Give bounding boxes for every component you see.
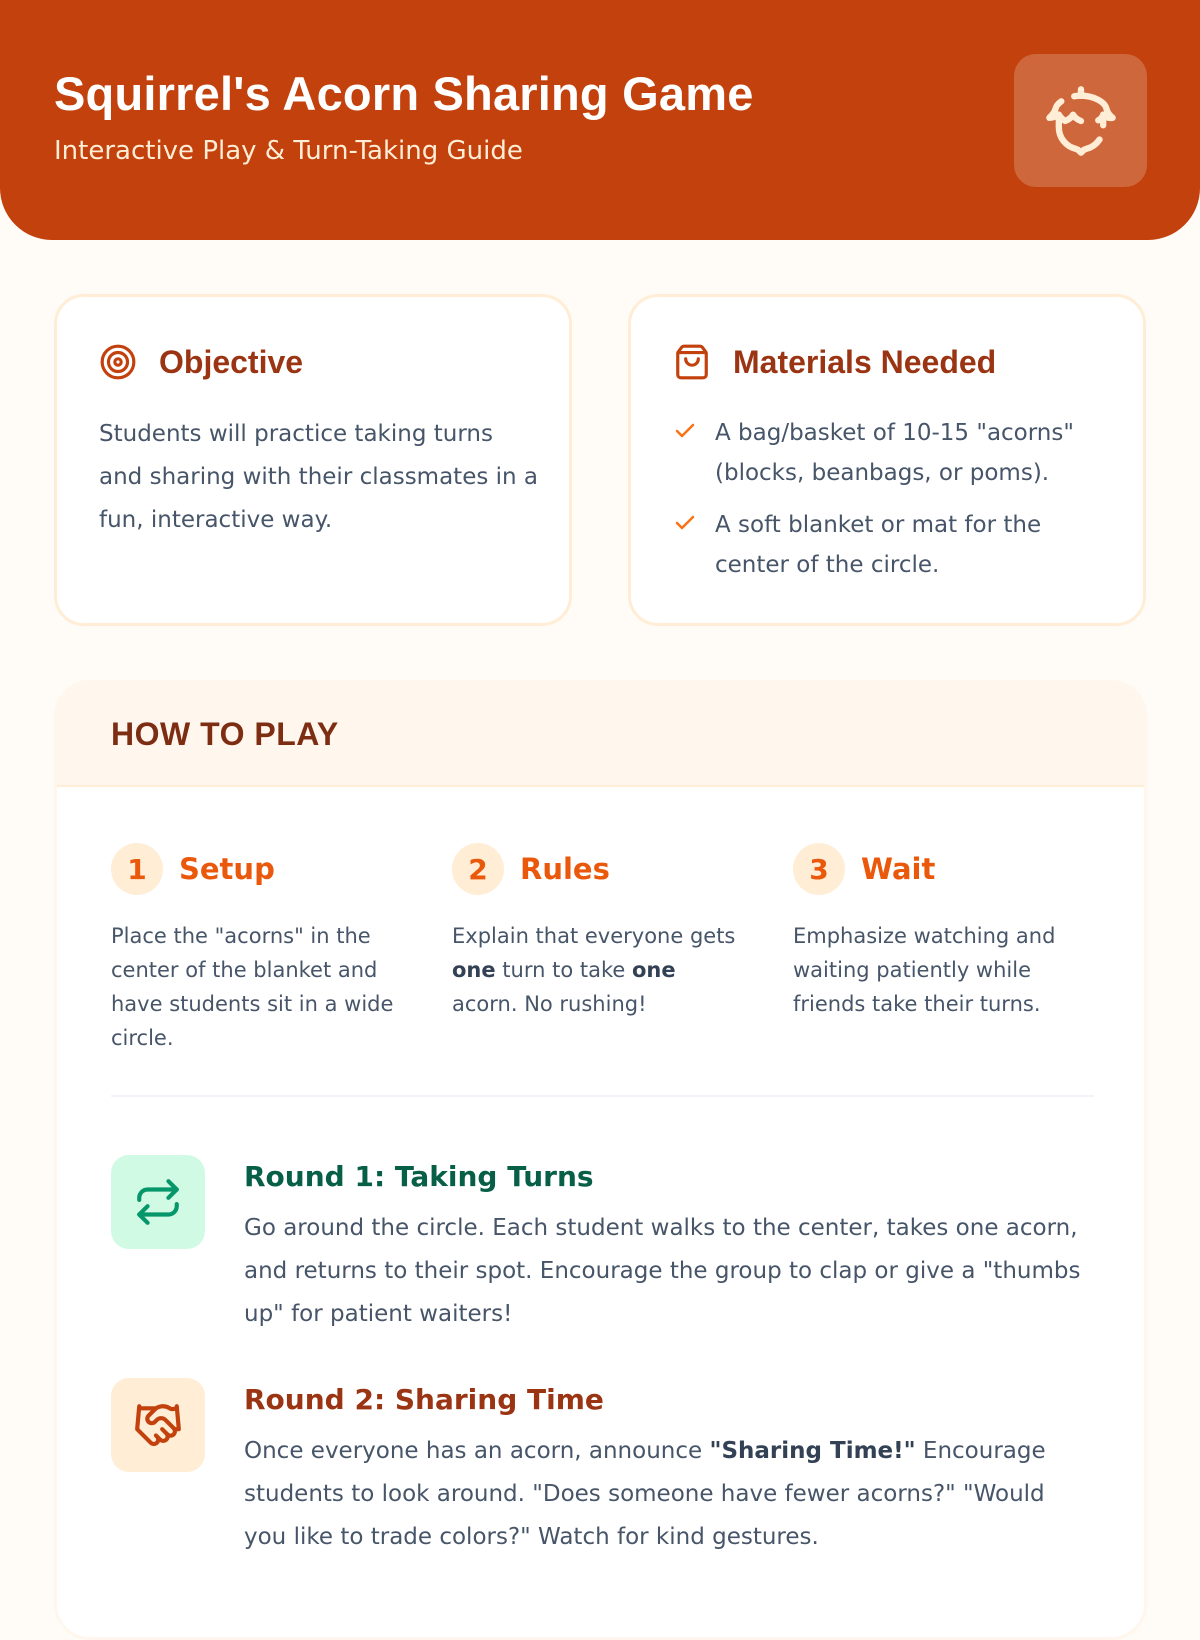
how-to-play-section <box>54 680 1147 1640</box>
materials-card <box>628 294 1146 626</box>
how-to-play-title: HOW TO PLAY <box>111 715 339 752</box>
step-text: Place the "acorns" in the center of the blanket and have students sit in a wide circle. <box>111 924 394 1050</box>
header-banner <box>0 0 1200 240</box>
materials-list <box>673 413 1113 597</box>
page-subtitle: Interactive Play & Turn-Taking Guide <box>54 136 523 166</box>
how-to-play-header <box>57 683 1144 787</box>
step-number: 2 <box>452 843 504 895</box>
list-item <box>673 413 1113 493</box>
step-title: Setup <box>179 852 275 886</box>
step-rules <box>452 841 742 1021</box>
check-icon <box>673 505 715 585</box>
handshake-icon <box>111 1378 205 1472</box>
material-text: A bag/basket of 10-15 "acorns" (blocks, beanbags, or poms). <box>715 420 1074 486</box>
repeat-arrows-icon <box>111 1155 205 1249</box>
objective-card <box>54 294 572 626</box>
round-title: Round 1: Taking Turns <box>244 1160 594 1193</box>
objective-text: Students will practice taking turns and sharing with their classmates in a fun, interactive way. <box>99 421 539 533</box>
list-item <box>673 505 1113 585</box>
divider <box>111 1095 1094 1097</box>
step-number: 3 <box>793 843 845 895</box>
material-text: A soft blanket or mat for the center of the circle. <box>715 512 1042 578</box>
step-text: Explain that everyone gets one turn to take one acorn. No rushing! <box>452 924 736 1016</box>
round-text: Go around the circle. Each student walks to the center, takes one acorn, and returns to their spot. Encourage the group to clap or give a "thumbs up" for patient waiters! <box>244 1215 1081 1327</box>
check-icon <box>673 413 715 493</box>
step-wait <box>793 841 1083 1021</box>
round-text: Once everyone has an acorn, announce "Sharing Time!" Encourage students to look around. "Does someone have fewer acorns?" "Would you like to trade colors?" Watch for kind gestures. <box>244 1438 1046 1550</box>
step-text: Emphasize watching and waiting patiently while friends take their turns. <box>793 924 1056 1016</box>
step-setup <box>111 841 401 1055</box>
round-title: Round 2: Sharing Time <box>244 1383 604 1416</box>
step-number: 1 <box>111 843 163 895</box>
acorn-icon <box>1014 54 1147 187</box>
objective-title: Objective <box>159 343 304 380</box>
page-title: Squirrel's Acorn Sharing Game <box>54 67 754 120</box>
shopping-bag-icon <box>673 343 711 381</box>
step-title: Wait <box>861 852 936 886</box>
target-icon <box>99 343 137 381</box>
step-title: Rules <box>520 852 610 886</box>
materials-title: Materials Needed <box>733 343 997 380</box>
